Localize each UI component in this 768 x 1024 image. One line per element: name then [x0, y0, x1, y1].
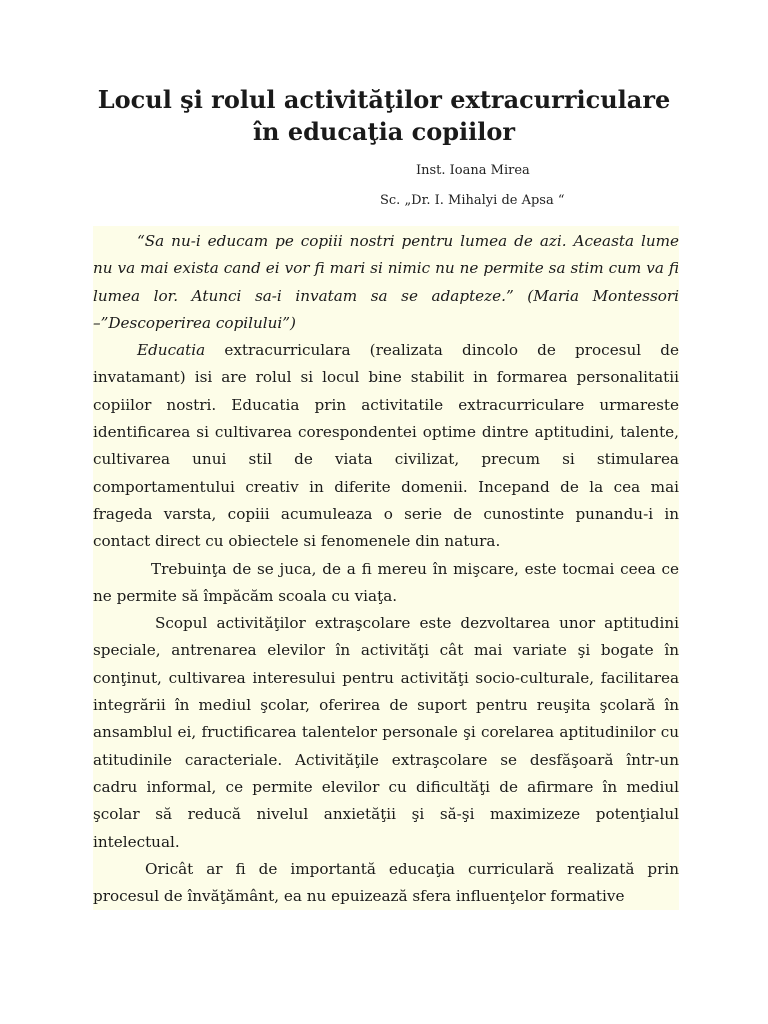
quote-paragraph: “Sa nu-i educam pe copiii nostri pentru lumea de azi. Aceasta lume nu va mai exista cand ei vor fi mari si nimic nu ne permite sa stim cum va fi lumea lor. Atunci sa-i invatam sa se adapteze.” (Maria Montessori –”Descoperirea copilului”)	[93, 232, 679, 332]
title-line-1: Locul şi rolul activităţilor extracurriculare	[97, 85, 671, 114]
paragraph-1-lead: Educatia	[137, 341, 206, 360]
paragraph-1	[93, 337, 679, 555]
title-line-2: în educaţia copiilor	[252, 117, 516, 146]
document-title	[0, 84, 768, 148]
body-text	[93, 226, 679, 910]
paragraph-2: Trebuinţa de se juca, de a fi mereu în mişcare, este tocmai ceea ce ne permite să împăcăm scoala cu viaţa.	[93, 559, 679, 605]
author-name: Inst. Ioana Mirea	[416, 163, 530, 178]
school-name: Sc. „Dr. I. Mihalyi de Apsa “	[380, 193, 565, 208]
paragraph-4: Oricât ar fi de importantă educaţia curriculară realizată prin procesul de învăţământ, ea nu epuizează sfera influenţelor formative	[93, 859, 679, 906]
paragraph-1-text: extracurriculara (realizata dincolo de procesul de invatamant) isi are rolul si locul bine stabilit in formarea personalitatii copiilor nostri. Educatia prin activitatile extracurriculare urmareste identificarea si cultivarea corespondentei optime dintre aptitudini, talente, cultivarea unui stil de viata civilizat, precum si stimularea comportamentului creativ in diferite domenii. Incepand de la cea mai frageda varsta, copiii acumuleaza o serie de cunostinte punandu-i in contact direct cu obiectele si fenomenele din natura.	[93, 341, 679, 551]
paragraph-3: Scopul activităţilor extraşcolare este dezvoltarea unor aptitudini speciale, antrenarea elevilor în activităţi cât mai variate şi bogate în conţinut, cultivarea interesului pentru activităţi socio-culturale, facilitarea integrării în mediul şcolar, oferirea de suport pentru reuşita şcolară în ansamblul ei, fructificarea talentelor personale şi corelarea aptitudinilor cu atitudinile caracteriale. Activităţile extraşcolare se desfăşoară într-un cadru informal, ce permite elevilor cu dificultăţi de afirmare în mediul şcolar să reducă nivelul anxietăţii şi să-şi maximizeze potenţialul intelectual.	[93, 614, 679, 851]
